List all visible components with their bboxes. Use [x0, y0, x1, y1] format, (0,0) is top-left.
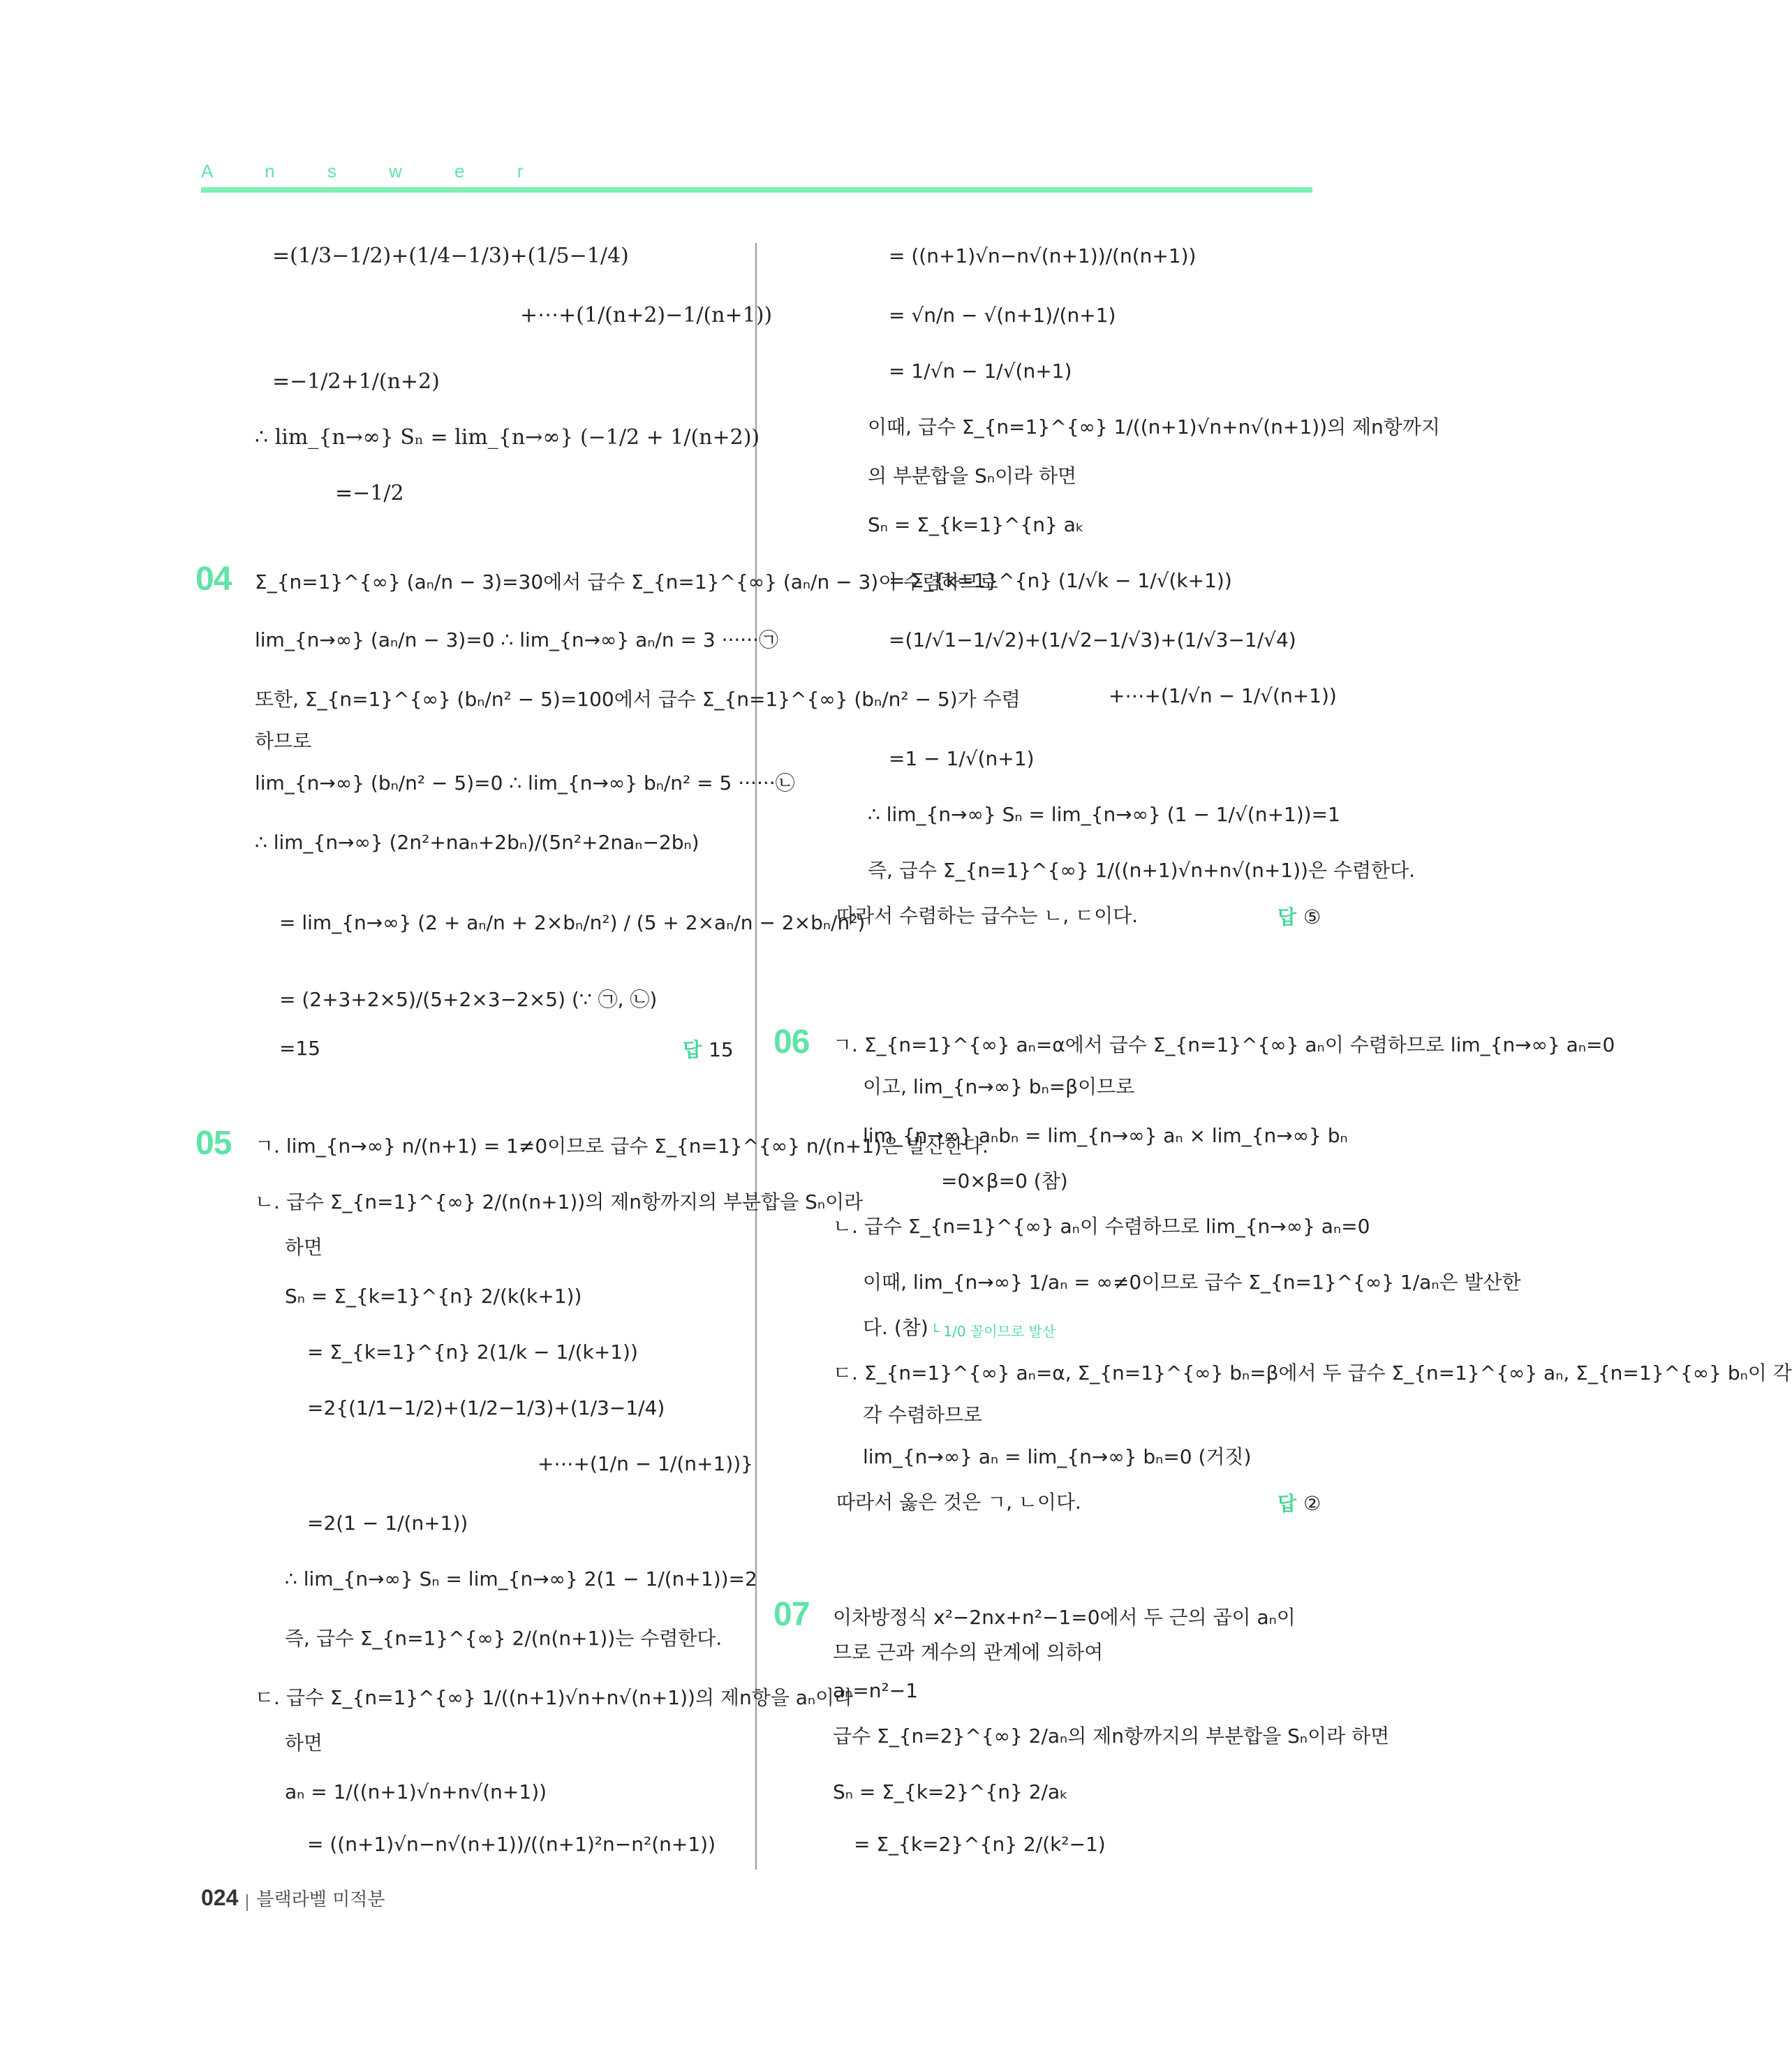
math-line: = ((n+1)√n−n√(n+1))/((n+1)²n−n²(n+1)): [307, 1833, 716, 1856]
math-line: =2(1 − 1/(n+1)): [307, 1512, 468, 1535]
math-line: = Σ_{k=2}^{n} 2/(k²−1): [854, 1833, 1106, 1856]
header-rule: [201, 187, 1312, 193]
math-line: +⋯+(1/n − 1/(n+1))}: [538, 1452, 753, 1475]
answer-value: ⑤: [1303, 906, 1321, 929]
math-line: 이고, lim_{n→∞} bₙ=β이므로: [863, 1075, 1135, 1098]
problem-number: 06: [773, 1024, 810, 1061]
math-line: ㄱ. lim_{n→∞} n/(n+1) = 1≠0이므로 급수 Σ_{n=1}^{∞} n/(n+1)은 발산한다.: [255, 1135, 988, 1158]
math-line: 의 부분합을 Sₙ이라 하면: [868, 464, 1077, 487]
math-line: =−1/2: [335, 481, 404, 505]
math-line: =(1/√1−1/√2)+(1/√2−1/√3)+(1/√3−1/√4): [889, 628, 1296, 651]
math-line: lim_{n→∞} (aₙ/n − 3)=0 ∴ lim_{n→∞} aₙ/n = 3 ······㉠: [255, 628, 778, 651]
answer-tag: 답: [1278, 1492, 1297, 1515]
math-line: 이차방정식 x²−2nx+n²−1=0에서 두 근의 곱이 aₙ이: [833, 1606, 1296, 1629]
math-line: 하므로: [255, 730, 312, 753]
math-line: =(1/3−1/2)+(1/4−1/3)+(1/5−1/4): [272, 244, 629, 268]
math-line: ∴ lim_{n→∞} (2n²+naₙ+2bₙ)/(5n²+2naₙ−2bₙ): [255, 831, 699, 854]
column-divider: [755, 243, 757, 1870]
math-line: ㄴ. 급수 Σ_{n=1}^{∞} 2/(n(n+1))의 제n항까지의 부분합을 Sₙ이라: [255, 1190, 864, 1213]
math-line: ㄷ. 급수 Σ_{n=1}^{∞} 1/((n+1)√n+n√(n+1))의 제n항을 aₙ이라: [255, 1686, 854, 1709]
problem-number: 04: [195, 561, 232, 598]
footer-separator: [246, 1894, 248, 1911]
book-title: 블랙라벨 미적분: [256, 1889, 385, 1910]
answer-value: ②: [1303, 1492, 1321, 1515]
problem-number: 05: [195, 1125, 232, 1162]
math-line: =2{(1/1−1/2)+(1/2−1/3)+(1/3−1/4): [307, 1396, 665, 1419]
math-line: lim_{n→∞} (bₙ/n² − 5)=0 ∴ lim_{n→∞} bₙ/n² = 5 ······㉡: [255, 771, 795, 795]
math-line: Σ_{n=1}^{∞} (aₙ/n − 3)=30에서 급수 Σ_{n=1}^{∞} (aₙ/n − 3)이 수렴하므로: [255, 570, 998, 593]
math-line: lim_{n→∞} aₙbₙ = lim_{n→∞} aₙ × lim_{n→∞} bₙ: [863, 1124, 1348, 1147]
math-line: Sₙ = Σ_{k=1}^{n} aₖ: [868, 513, 1084, 536]
answer-tag: 답: [683, 1038, 702, 1061]
math-line: = Σ_{k=1}^{n} (1/√k − 1/√(k+1)): [889, 569, 1232, 592]
math-line: 다. (참): [863, 1316, 928, 1339]
answer-tag: 답: [1278, 906, 1297, 929]
page-number: 024: [201, 1885, 239, 1910]
math-line: ㄴ. 급수 Σ_{n=1}^{∞} aₙ이 수렴하므로 lim_{n→∞} aₙ=0: [833, 1215, 1370, 1238]
math-line: 하면: [285, 1731, 323, 1755]
math-line: =−1/2+1/(n+2): [272, 369, 440, 394]
math-line: 하면: [285, 1236, 323, 1259]
math-line: 즉, 급수 Σ_{n=1}^{∞} 1/((n+1)√n+n√(n+1))은 수렴한다.: [868, 859, 1416, 882]
answer-value: 15: [709, 1038, 734, 1061]
note-annotation: └ 1/0 꼴이므로 발산: [931, 1323, 1056, 1340]
math-line: = lim_{n→∞} (2 + aₙ/n + 2×bₙ/n²) / (5 + 2×aₙ/n − 2×bₙ/n²): [279, 911, 866, 934]
math-line: ∴ lim_{n→∞} Sₙ = lim_{n→∞} 2(1 − 1/(n+1))=2: [285, 1567, 757, 1590]
answer-04: [683, 1035, 734, 1063]
answer-06: [1278, 1488, 1321, 1516]
math-line: 이때, 급수 Σ_{n=1}^{∞} 1/((n+1)√n+n√(n+1))의 제n항까지: [868, 415, 1440, 438]
math-line: 따라서 수렴하는 급수는 ㄴ, ㄷ이다.: [836, 904, 1139, 927]
answer-05: [1278, 902, 1321, 930]
math-line: =15: [279, 1037, 321, 1060]
math-line: 므로 근과 계수의 관계에 의하여: [833, 1641, 1104, 1664]
math-line: 또한, Σ_{n=1}^{∞} (bₙ/n² − 5)=100에서 급수 Σ_{n=1}^{∞} (bₙ/n² − 5)가 수렴: [255, 688, 1021, 711]
page-footer: [201, 1885, 385, 1911]
header-word: A n s w e r: [201, 161, 547, 182]
math-line: = ((n+1)√n−n√(n+1))/(n(n+1)): [889, 244, 1197, 267]
math-line: =0×β=0 (참): [941, 1169, 1068, 1192]
math-line: 이때, lim_{n→∞} 1/aₙ = ∞≠0이므로 급수 Σ_{n=1}^{∞} 1/aₙ은 발산한: [863, 1271, 1521, 1294]
math-line: Sₙ = Σ_{k=1}^{n} 2/(k(k+1)): [285, 1285, 582, 1308]
math-line: 따라서 옳은 것은 ㄱ, ㄴ이다.: [836, 1491, 1081, 1514]
math-line: +⋯+(1/√n − 1/√(n+1)): [1109, 684, 1337, 707]
math-line: ㄱ. Σ_{n=1}^{∞} aₙ=α에서 급수 Σ_{n=1}^{∞} aₙ이 수렴하므로 lim_{n→∞} aₙ=0: [833, 1033, 1615, 1056]
math-line: ㄷ. Σ_{n=1}^{∞} aₙ=α, Σ_{n=1}^{∞} bₙ=β에서 두 급수 Σ_{n=1}^{∞} aₙ, Σ_{n=1}^{∞} bₙ이 각: [833, 1361, 1792, 1384]
math-line: +⋯+(1/(n+2)−1/(n+1)): [520, 303, 773, 327]
math-line: 각 수렴하므로: [863, 1403, 983, 1426]
math-line: = Σ_{k=1}^{n} 2(1/k − 1/(k+1)): [307, 1340, 638, 1364]
math-line: aₙ = 1/((n+1)√n+n√(n+1)): [285, 1780, 547, 1803]
math-line: aₙ=n²−1: [833, 1679, 919, 1702]
math-line: =1 − 1/√(n+1): [889, 747, 1035, 770]
problem-number: 07: [773, 1596, 810, 1633]
math-line: Sₙ = Σ_{k=2}^{n} 2/aₖ: [833, 1780, 1069, 1803]
math-line: = √n/n − √(n+1)/(n+1): [889, 304, 1116, 327]
math-line: ∴ lim_{n→∞} Sₙ = lim_{n→∞} (−1/2 + 1/(n+2)): [255, 425, 760, 450]
math-line: 즉, 급수 Σ_{n=1}^{∞} 2/(n(n+1))는 수렴한다.: [285, 1627, 723, 1650]
math-line: ∴ lim_{n→∞} Sₙ = lim_{n→∞} (1 − 1/√(n+1))=1: [868, 803, 1340, 826]
math-line: = (2+3+2×5)/(5+2×3−2×5) (∵ ㉠, ㉡): [279, 988, 658, 1011]
math-line: = 1/√n − 1/√(n+1): [889, 360, 1072, 383]
math-line: lim_{n→∞} aₙ = lim_{n→∞} bₙ=0 (거짓): [863, 1445, 1252, 1468]
math-line: 급수 Σ_{n=2}^{∞} 2/aₙ의 제n항까지의 부분합을 Sₙ이라 하면: [833, 1724, 1390, 1748]
